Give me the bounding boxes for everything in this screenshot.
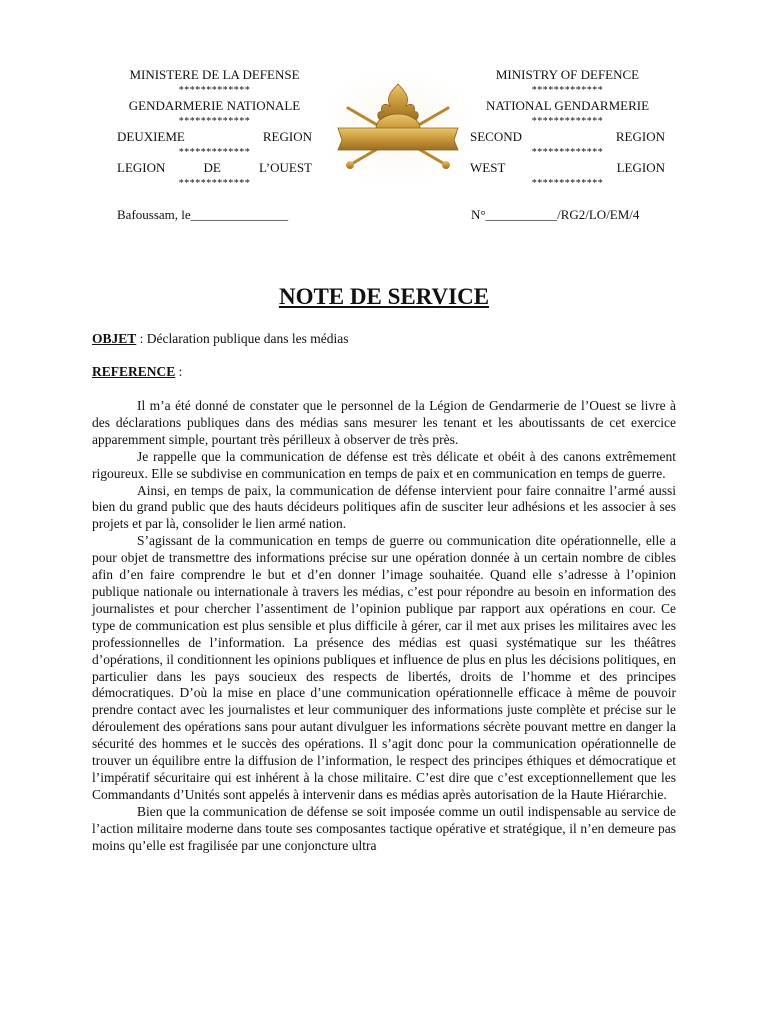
stars-separator: ************* xyxy=(178,146,251,158)
stars-separator: ************* xyxy=(531,177,604,189)
ministry-en: MINISTRY OF DEFENCE xyxy=(495,67,640,82)
reference-number: N°___________/RG2/LO/EM/4 xyxy=(471,207,640,222)
objet-label: OBJET xyxy=(92,331,137,346)
stars-separator: ************* xyxy=(178,115,251,127)
paragraph: S’agissant de la communication en temps de guerre ou communication dite opérationnelle, elle a pour objet de transmettre des informations précise sur une opération donnée à un certain nombre de cibles afin d’en faire comprendre le but et d’en donner l’image souhaitée. Quand elle s’adresse à l’opinion publique nationale ou internationale à travers les médias, c’est pour répondre au besoin en information des journalistes et pour chercher l’assentiment de l’opinion publique par rapport aux opérations en cour. Ce type de communication est plus sensible et plus difficile à gérer, car il met aux prises les militaires avec les professionnelles de l’information. La présence des médias est quasi systématique sur les théâtres d’opérations, il conditionnent les opinions publiques et influence de plus en plus les décisions politiques, en particulier dans les pays soucieux des respects de libertés, droits de l’homme et des principes démocratiques. D’où la mise en place d’une communication opérationnelle efficace à même de pouvoir prendre contact avec les journalistes et leur communiquer des informations juste complète et précise sur le déroulement des opérations sans pour autant divulguer les informations sécrète pouvant mettre en danger la sécurité des hommes et le succès des opérations. Il s’agit donc pour la communication opérationnelle de trouver un équilibre entre la diffusion de l’information, le respect des principes éthiques et démocratique et l’impératif sécuritaire qui est inhérent à la chose militaire. C’est dire que c’est exceptionnellement que les Commandants d’Unités sont appelés à intervenir dans es médias après autorisation de la Haute Hiérarchie. xyxy=(92,533,676,802)
objet-line xyxy=(92,331,348,347)
gendarmerie-en: NATIONAL GENDARMERIE xyxy=(485,98,650,113)
paragraph: Ainsi, en temps de paix, la communication de défense intervient pour faire connaitre l’armé aussi bien du grand public que des hauts décideurs politiques afin de susciter leur adhésions et les associer à ses projets et par là, consolider le lien armé nation. xyxy=(92,482,676,532)
document-title: NOTE DE SERVICE xyxy=(278,284,490,309)
stars-separator: ************* xyxy=(531,84,604,96)
reference-line xyxy=(92,364,182,380)
objet-text: : Déclaration publique dans les médias xyxy=(136,331,349,346)
legion-en: WEST LEGION xyxy=(470,160,665,175)
region-en: SECOND REGION xyxy=(470,129,665,144)
ministry-fr: MINISTERE DE LA DEFENSE xyxy=(129,67,300,82)
region-fr: DEUXIEME REGION xyxy=(117,129,312,144)
gendarmerie-fr: GENDARMERIE NATIONALE xyxy=(128,98,301,113)
stars-separator: ************* xyxy=(531,115,604,127)
gendarmerie-emblem xyxy=(330,78,466,178)
paragraph: Il m’a été donné de constater que le personnel de la Légion de Gendarmerie de l’Ouest se livre à des déclarations publiques dans des médias sans mesurer les tenant et les aboutissants de cet exercice apparemment simple, pourtant très périlleux à observer de très près. xyxy=(92,398,676,447)
gendarmerie-emblem-icon xyxy=(330,78,466,178)
body-text xyxy=(92,398,676,854)
header-right-block xyxy=(470,67,665,191)
stars-separator: ************* xyxy=(178,177,251,189)
stars-separator: ************* xyxy=(531,146,604,158)
reference-label: REFERENCE xyxy=(92,364,176,379)
header-left-block xyxy=(117,67,312,191)
legion-fr: LEGION DE L’OUEST xyxy=(117,160,312,175)
stars-separator: ************* xyxy=(178,84,251,96)
place-date: Bafoussam, le_______________ xyxy=(117,207,289,222)
paragraph: Je rappelle que la communication de défense est très délicate et obéit à des canons extrêmement rigoureux. Elle se subdivise en communication en temps de paix et en communication en temps de guerre. xyxy=(92,448,676,481)
reference-text: : xyxy=(175,364,183,379)
paragraph: Bien que la communication de défense se soit imposée comme un outil indispensable au service de l’action militaire moderne dans toute ses composantes tactique opérative et stratégique, il n’en demeure pas moins qu’elle est fragilisée par une conjoncture ultra xyxy=(92,803,676,853)
